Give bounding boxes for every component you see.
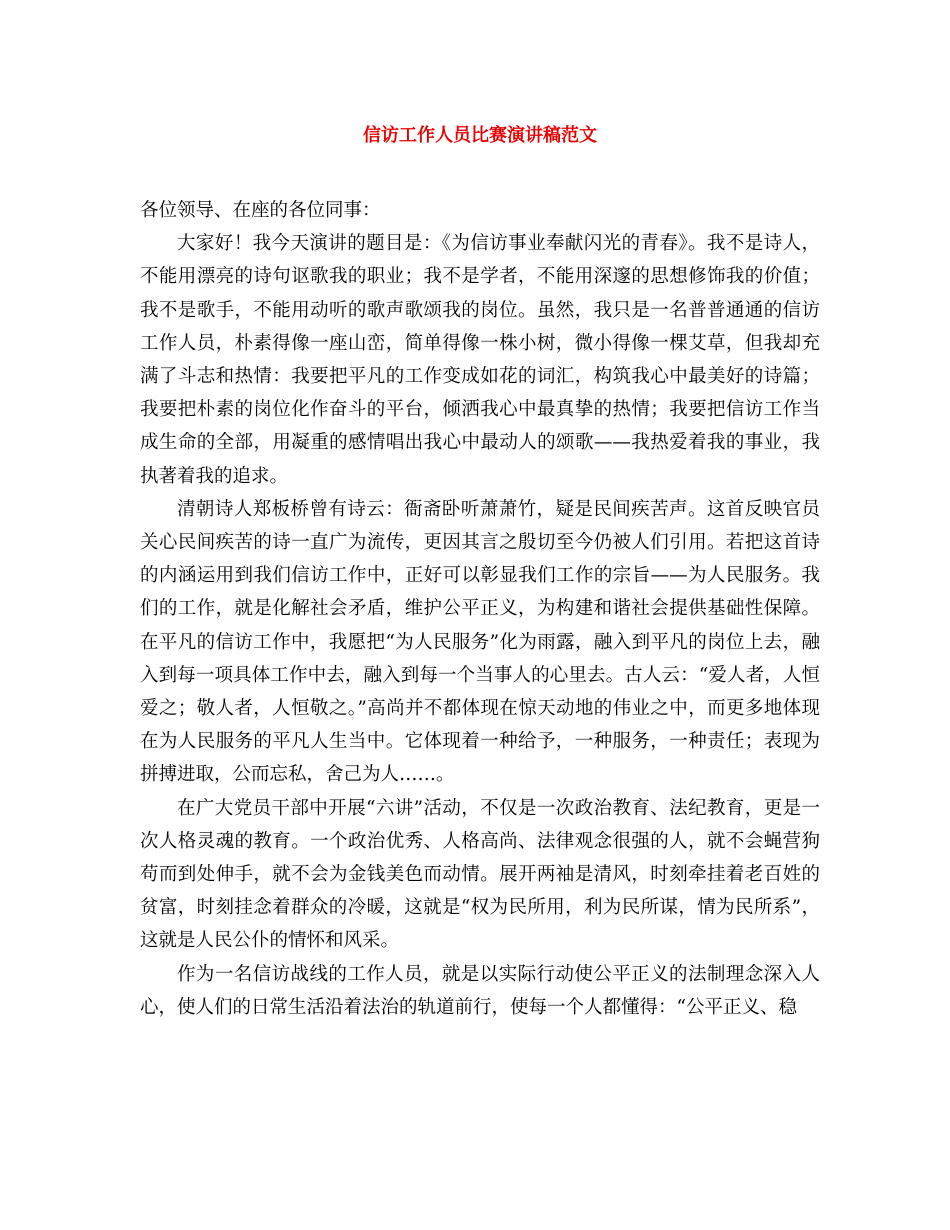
document-title: 信访工作人员比赛演讲稿范文	[363, 125, 597, 146]
salutation: 各位领导、在座的各位同事：	[140, 200, 381, 221]
paragraph: 在广大党员干部中开展“六讲”活动，不仅是一次政治教育、法纪教育，更是一次人格灵魂的教育。一个政治优秀、人格高尚、法律观念很强的人，就不会蝇营狗苟而到处伸手，就不会为金钱美色而动情。展开两袖是清风，时刻牵挂着老百姓的贫富，时刻挂念着群众的冷暖，这就是“权为民所用，利为民所谋，情为民所系”，这就是人民公仆的情怀和风采。	[140, 797, 820, 952]
document-body	[140, 194, 820, 1024]
paragraph: 作为一名信访战线的工作人员，就是以实际行动使公平正义的法制理念深入人心，使人们的日常生活沿着法治的轨道前行，使每一个人都懂得：“公平正义、稳	[140, 963, 820, 1018]
paragraph: 大家好！我今天演讲的题目是：《为信访事业奉献闪光的青春》。我不是诗人，不能用漂亮的诗句讴歌我的职业；我不是学者，不能用深邃的思想修饰我的价值；我不是歌手，不能用动听的歌声歌颂我的岗位。虽然，我只是一名普普通通的信访工作人员，朴素得像一座山峦，简单得像一株小树，微小得像一棵艾草，但我却充满了斗志和热情：我要把平凡的工作变成如花的词汇，构筑我心中最美好的诗篇；我要把朴素的岗位化作奋斗的平台，倾洒我心中最真挚的热情；我要把信访工作当成生命的全部，用凝重的感情唱出我心中最动人的颂歌——我热爱着我的事业，我执著着我的追求。	[140, 233, 820, 487]
paragraph: 清朝诗人郑板桥曾有诗云：衙斋卧听萧萧竹，疑是民间疾苦声。这首反映官员关心民间疾苦的诗一直广为流传，更因其言之殷切至今仍被人们引用。若把这首诗的内涵运用到我们信访工作中，正好可以彰显我们工作的宗旨——为人民服务。我们的工作，就是化解社会矛盾，维护公平正义，为构建和谐社会提供基础性保障。在平凡的信访工作中，我愿把“为人民服务”化为雨露，融入到平凡的岗位上去，融入到每一项具体工作中去，融入到每一个当事人的心里去。古人云：“爱人者，人恒爱之；敬人者，人恒敬之。”高尚并不都体现在惊天动地的伟业之中，而更多地体现在为人民服务的平凡人生当中。它体现着一种给予，一种服务，一种责任；表现为拼搏进取，公而忘私，舍己为人……。	[140, 498, 820, 786]
